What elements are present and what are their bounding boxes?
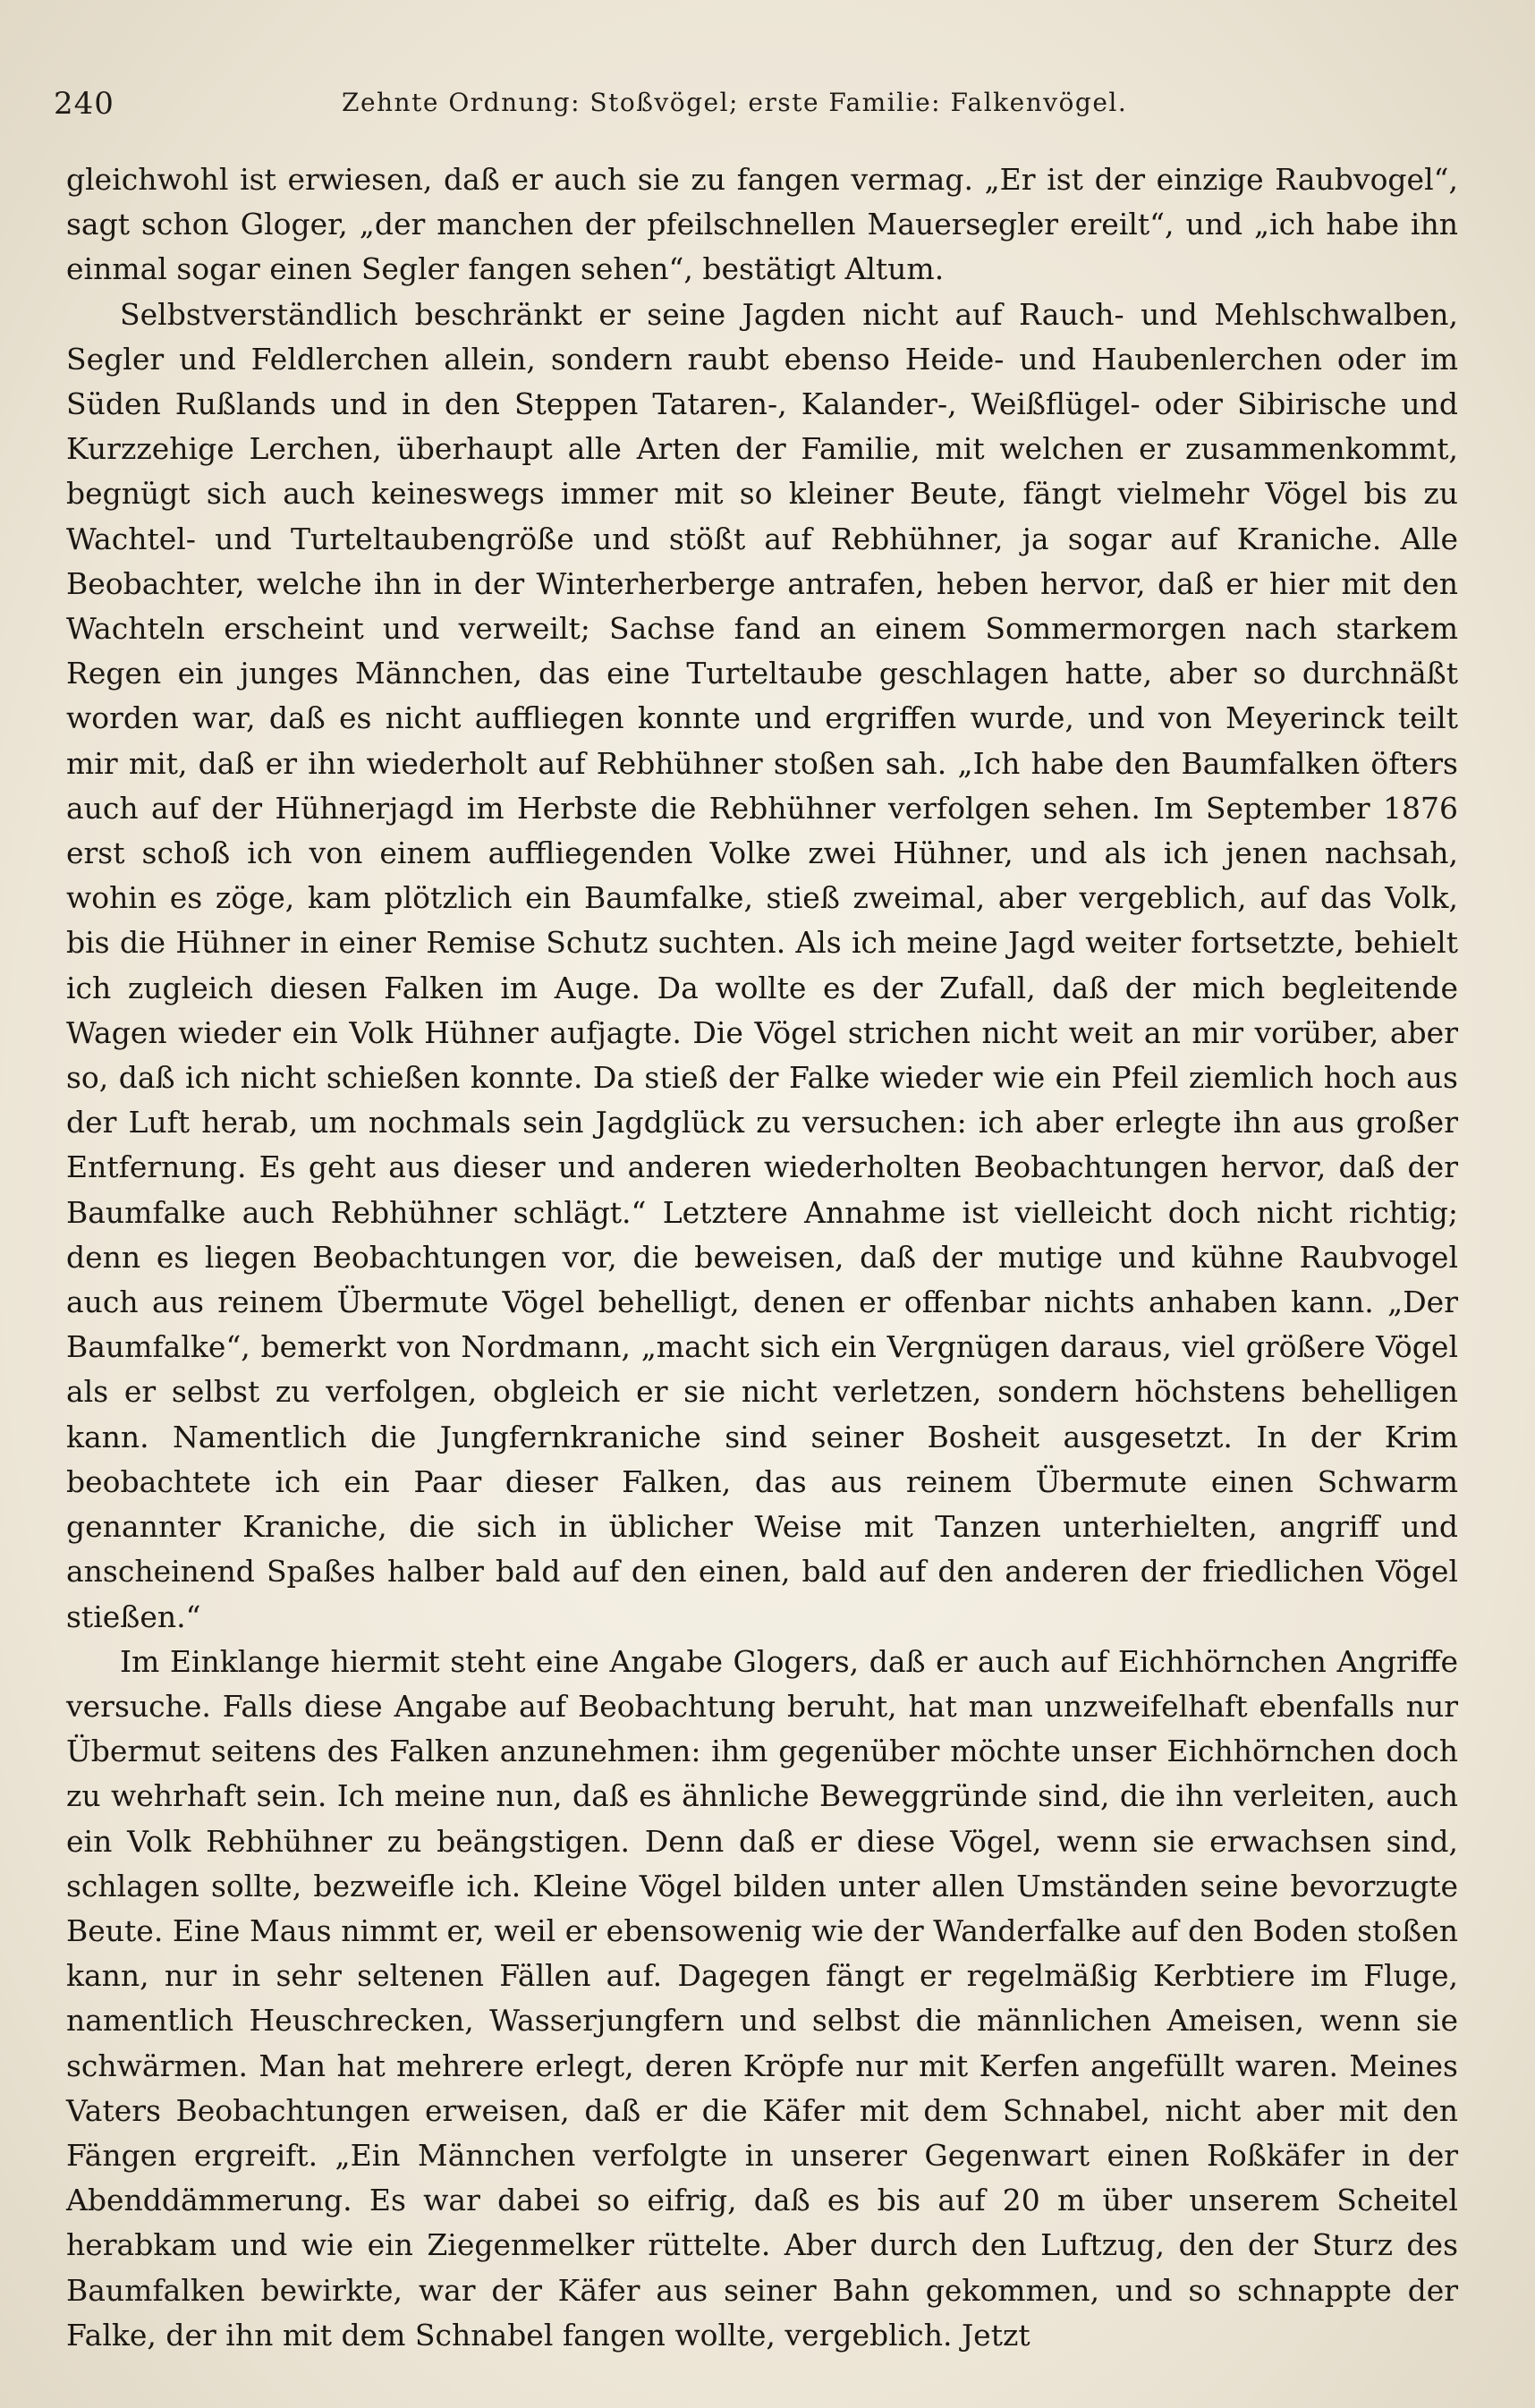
running-head: Zehnte Ordnung: Stoßvögel; erste Familie: Falkenvögel.: [342, 88, 1128, 117]
page-number: 240: [54, 86, 114, 122]
body-text: [66, 157, 1458, 2358]
paragraph-1: gleichwohl ist erwiesen, daß er auch sie zu fangen vermag. „Er ist der einzige Raubvogel“, sagt schon Gloger, „der manchen der pfeilschnellen Mauersegler ereilt“, und „ich habe ihn einmal sogar einen Segler fangen sehen“, bestätigt Altum.: [66, 162, 1458, 287]
paragraph-3: Im Einklange hiermit steht eine Angabe Glogers, daß er auch auf Eichhörnchen Angriffe versuche. Falls diese Angabe auf Beobachtung beruht, hat man unzweifelhaft ebenfalls nur Übermut seitens des Falken anzunehmen: ihm gegenüber möchte unser Eichhörnchen doch zu wehrhaft sein. Ich meine nun, daß es ähnliche Beweggründe sind, die ihn verleiten, auch ein Volk Rebhühner zu beängstigen. Denn daß er diese Vögel, wenn sie erwachsen sind, schlagen sollte, bezweifle ich. Kleine Vögel bilden unter allen Umständen seine bevorzugte Beute. Eine Maus nimmt er, weil er ebensowenig wie der Wanderfalke auf den Boden stoßen kann, nur in sehr seltenen Fällen auf. Dagegen fängt er regelmäßig Kerbtiere im Fluge, namentlich Heuschrecken, Wasserjungfern und selbst die männlichen Ameisen, wenn sie schwärmen. Man hat mehrere erlegt, deren Kröpfe nur mit Kerfen angefüllt waren. Meines Vaters Beobachtungen erweisen, daß er die Käfer mit dem Schnabel, nicht aber mit den Fängen ergreift. „Ein Männchen verfolgte in unserer Gegenwart einen Roßkäfer in der Abenddämmerung. Es war dabei so eifrig, daß es bis auf 20 m über unserem Scheitel herabkam und wie ein Ziegenmelker rüttelte. Aber durch den Luftzug, den der Sturz des Baumfalken bewirkte, war der Käfer aus seiner Bahn gekommen, und so schnappte der Falke, der ihn mit dem Schnabel fangen wollte, vergeblich. Jetzt: [66, 1643, 1458, 2353]
paragraph-2: Selbstverständlich beschränkt er seine Jagden nicht auf Rauch- und Mehlschwalben, Segler und Feldlerchen allein, sondern raubt ebenso Heide- und Haubenlerchen oder im Süden Rußlands und in den Steppen Tataren-, Kalander-, Weißflügel- oder Sibirische und Kurzzehige Lerchen, überhaupt alle Arten der Familie, mit welchen er zusammenkommt, begnügt sich auch keineswegs immer mit so kleiner Beute, fängt vielmehr Vögel bis zu Wachtel- und Turteltaubengröße und stößt auf Rebhühner, ja sogar auf Kraniche. Alle Beobachter, welche ihn in der Winterherberge antrafen, heben hervor, daß er hier mit den Wachteln erscheint und verweilt; Sachse fand an einem Sommermorgen nach starkem Regen ein junges Männchen, das eine Turteltaube geschlagen hatte, aber so durchnäßt worden war, daß es nicht auffliegen konnte und ergriffen wurde, und von Meyerinck teilt mir mit, daß er ihn wiederholt auf Rebhühner stoßen sah. „Ich habe den Baumfalken öfters auch auf der Hühnerjagd im Herbste die Rebhühner verfolgen sehen. Im September 1876 erst schoß ich von einem auffliegenden Volke zwei Hühner, und als ich jenen nachsah, wohin es zöge, kam plötzlich ein Baumfalke, stieß zweimal, aber vergeblich, auf das Volk, bis die Hühner in einer Remise Schutz suchten. Als ich meine Jagd weiter fortsetzte, behielt ich zugleich diesen Falken im Auge. Da wollte es der Zufall, daß der mich begleitende Wagen wieder ein Volk Hühner aufjagte. Die Vögel strichen nicht weit an mir vorüber, aber so, daß ich nicht schießen konnte. Da stieß der Falke wieder wie ein Pfeil ziemlich hoch aus der Luft herab, um nochmals sein Jagdglück zu versuchen: ich aber erlegte ihn aus großer Entfernung. Es geht aus dieser und anderen wiederholten Beobachtungen hervor, daß der Baumfalke auch Rebhühner schlägt.“ Letztere Annahme ist vielleicht doch nicht richtig; denn es liegen Beobachtungen vor, die beweisen, daß der mutige und kühne Raubvogel auch aus reinem Übermute Vögel behelligt, denen er offenbar nichts anhaben kann. „Der Baumfalke“, bemerkt von Nordmann, „macht sich ein Vergnügen daraus, viel größere Vögel als er selbst zu verfolgen, obgleich er sie nicht verletzen, sondern höchstens behelligen kann. Namentlich die Jungfernkraniche sind seiner Bosheit ausgesetzt. In der Krim beobachtete ich ein Paar dieser Falken, das aus reinem Übermute einen Schwarm genannter Kraniche, die sich in üblicher Weise mit Tanzen unterhielten, angriff und anscheinend Spaßes halber bald auf den einen, bald auf den anderen der friedlichen Vögel stießen.“: [66, 296, 1458, 1634]
page-header: [54, 86, 1485, 140]
